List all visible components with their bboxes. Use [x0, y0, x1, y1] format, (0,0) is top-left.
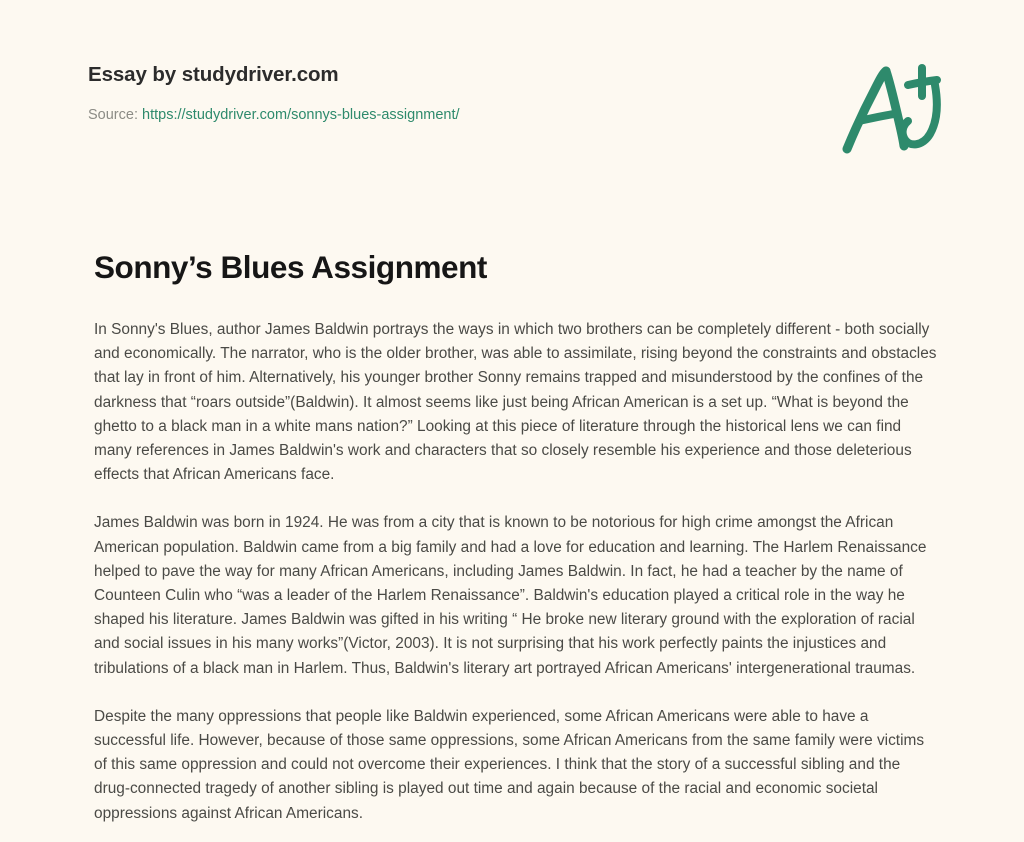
article: [94, 247, 939, 826]
paragraph: In Sonny's Blues, author James Baldwin portrays the ways in which two brothers can be completely different - both socially and economically. The narrator, who is the older brother, was able to assimilate, rising beyond the constraints and obstacles that lay in front of him. Alternatively, his younger brother Sonny remains trapped and misunderstood by the confines of the darkness that “roars outside”(Baldwin). It almost seems like just being African American is a set up. “What is beyond the ghetto to a black man in a white mans nation?” Looking at this piece of literature through the historical lens we can find many references in James Baldwin's work and characters that so closely resemble his experience and those deleterious effects that African Americans face.: [94, 321, 937, 484]
source-line: [88, 105, 952, 125]
page-header: [88, 62, 952, 182]
article-body: [94, 318, 939, 826]
source-label: Source:: [88, 107, 138, 123]
source-url-link[interactable]: https://studydriver.com/sonnys-blues-assignment/: [142, 107, 460, 123]
page-title: Sonny’s Blues Assignment: [94, 249, 487, 285]
studydriver-logo[interactable]: [834, 58, 952, 162]
paragraph: Despite the many oppressions that people like Baldwin experienced, some African Americans were able to have a successful life. However, because of those same oppressions, some African Americans from the same family were victims of this same oppression and could not overcome their experiences. I think that the story of a successful sibling and the drug-connected tragedy of another sibling is played out time and again because of the racial and economic societal oppressions against African Americans.: [94, 707, 925, 822]
byline: Essay by studydriver.com: [88, 63, 339, 86]
paragraph: James Baldwin was born in 1924. He was from a city that is known to be notorious for high crime amongst the African American population. Baldwin came from a big family and had a love for education and learning. The Harlem Renaissance helped to pave the way for many African Americans, including James Baldwin. In fact, he had a teacher by the name of Counteen Culin who “was a leader of the Harlem Renaissance”. Baldwin's education played a critical role in the way he shaped his literature. James Baldwin was gifted in his writing “ He broke new literary ground with the exploration of racial and social issues in his many works”(Victor, 2003). It is not surprising that his work perfectly paints the injustices and tribulations of a black man in Harlem. Thus, Baldwin's literary art portrayed African Americans' intergenerational traumas.: [94, 514, 927, 677]
